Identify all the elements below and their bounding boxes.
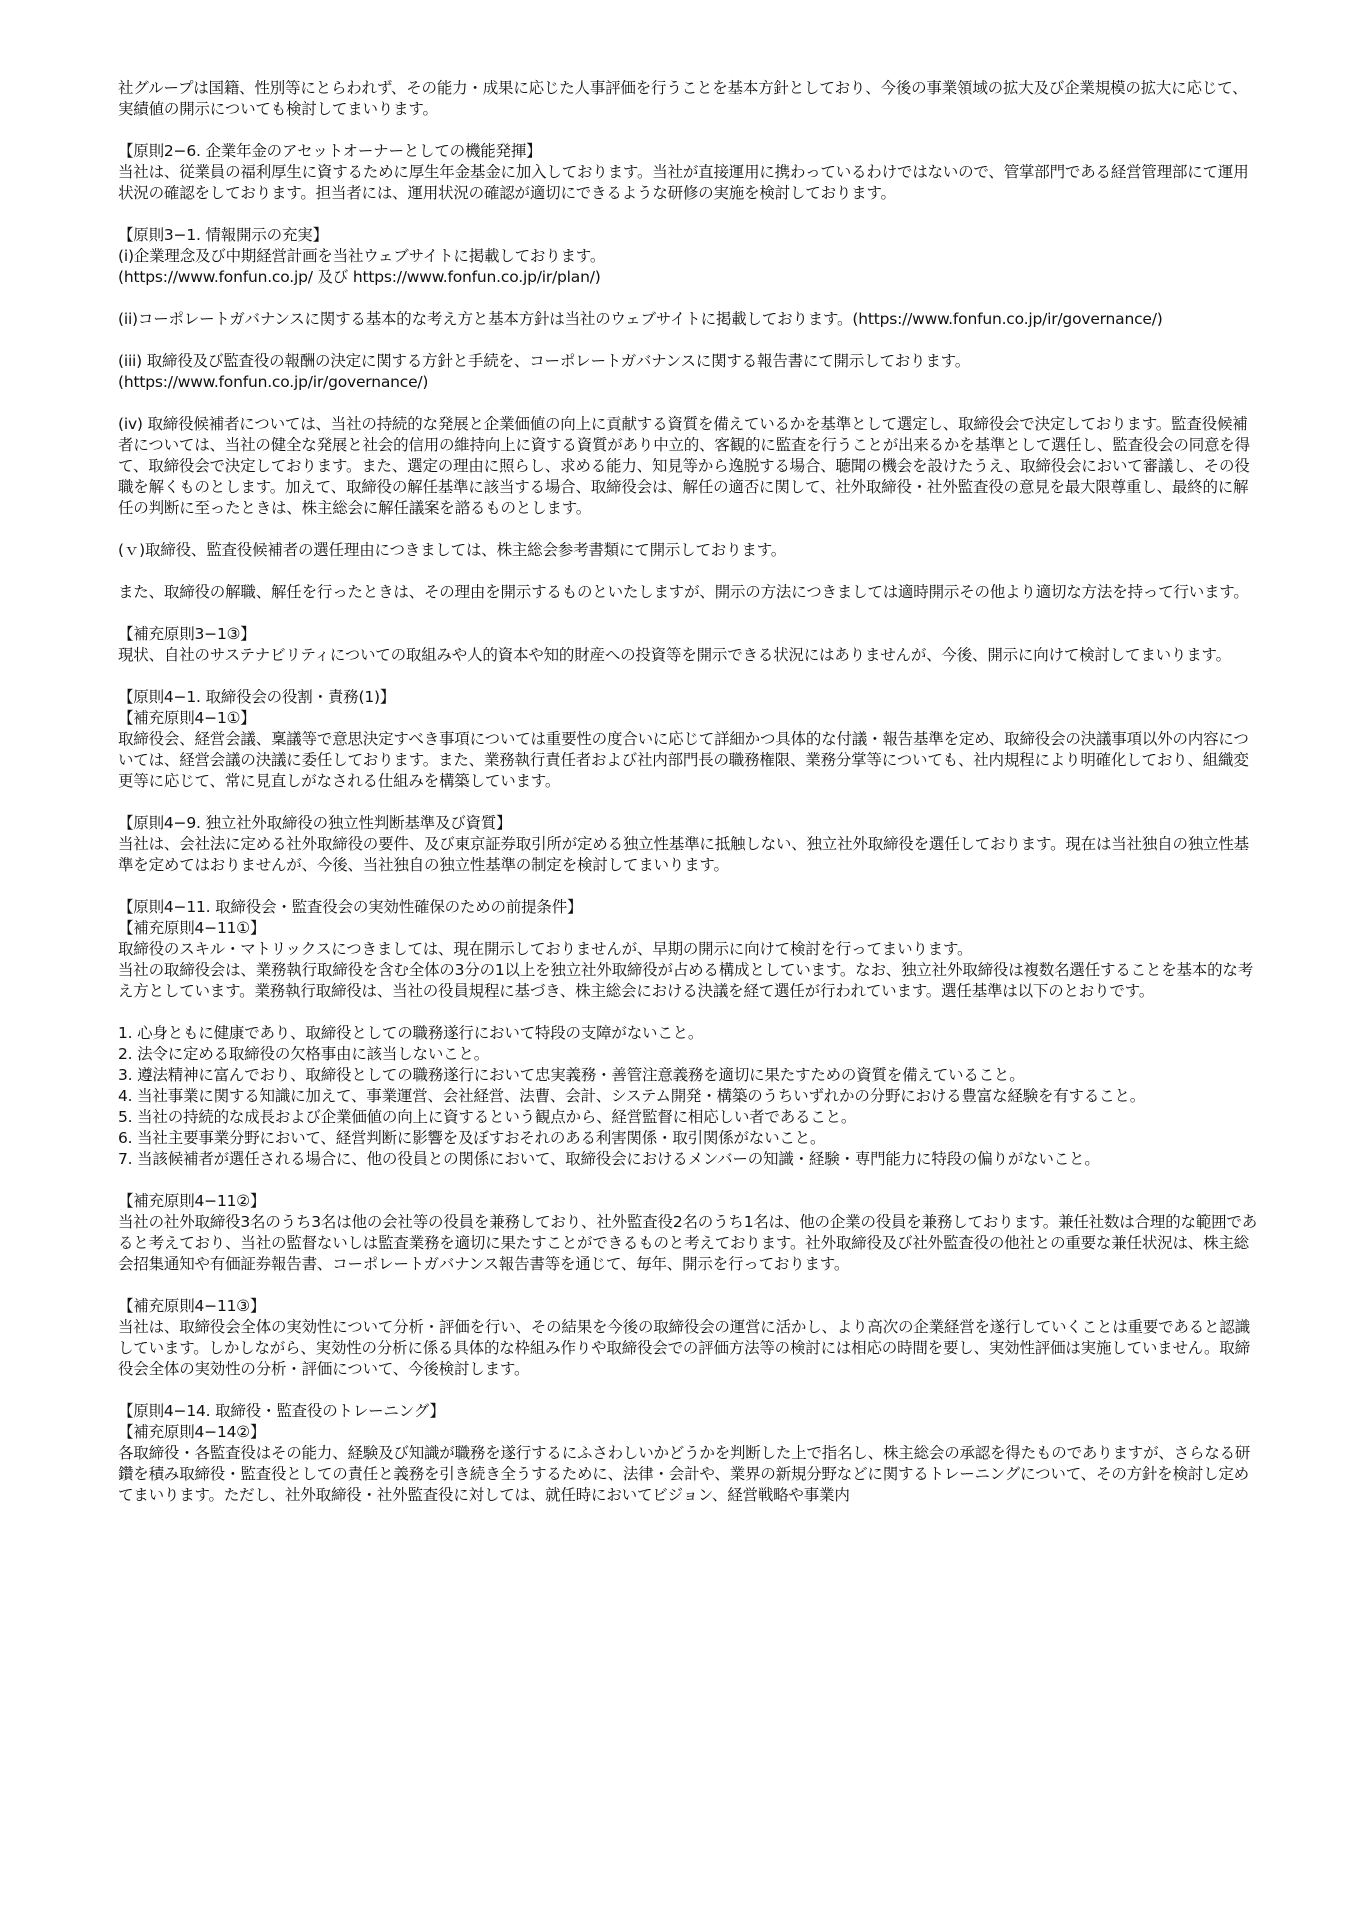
section-heading: 【原則4−9. 独立社外取締役の独立性判断基準及び資質】: [118, 814, 512, 832]
text-line: 取締役会、経営会議、稟議等で意思決定すべき事項については重要性の度合いに応じて詳細かつ具体的な付議・報告基準を定め、取締役会の決議事項以外の内容については、経営会議の決議に委任しております。また、業務執行責任者および社内部門長の職務権限、業務分掌等についても、社内規程により明確化しており、組織変更等に応じて、常に見直しがなされる仕組みを構築しています。: [118, 730, 1249, 790]
text-line: 当社の社外取締役3名のうち3名は他の会社等の役員を兼務しており、社外監査役2名のうち1名は、他の企業の役員を兼務しております。兼任社数は合理的な範囲であると考えており、当社の監督ないしは監査業務を適切に果たすことができるものと考えております。社外取締役及び社外監査役の他社との重要な兼任状況は、株主総会招集通知や有価証券報告書、コーポレートガバナンス報告書等を通じて、毎年、開示を行っております。: [118, 1213, 1258, 1273]
section-supp-4-11-3: [118, 1296, 1262, 1380]
list-item: 3. 遵法精神に富んでおり、取締役としての職務遂行において忠実義務・善管注意義務を適切に果たすための資質を備えていること。: [118, 1066, 1025, 1084]
section-heading: 【原則4−1. 取締役会の役割・責務(1)】: [118, 688, 396, 706]
section-3-1: [118, 225, 1262, 288]
section-subheading: 【補充原則4−11①】: [118, 919, 266, 937]
selection-criteria: [118, 1023, 1262, 1170]
paragraph-3-1-v: [118, 540, 1262, 561]
text-line: 当社は、取締役会全体の実効性について分析・評価を行い、その結果を今後の取締役会の運営に活かし、より高次の企業経営を遂行していくことは重要であると認識しています。しかしながら、実効性の分析に係る具体的な枠組み作りや取締役会での評価方法等の検討には相応の時間を要し、実効性評価は実施していません。取締役会全体の実効性の分析・評価について、今後検討します。: [118, 1318, 1250, 1378]
criteria-list: [118, 1023, 1262, 1170]
text-line: 現状、自社のサステナビリティについての取組みや人的資本や知的財産への投資等を開示できる状況にはありませんが、今後、開示に向けて検討してまいります。: [118, 646, 1231, 664]
section-subheading: 【補充原則4−1①】: [118, 709, 256, 727]
section-subheading: 【補充原則4−14②】: [118, 1423, 266, 1441]
paragraph-intro: [118, 78, 1262, 120]
list-item: 5. 当社の持続的な成長および企業価値の向上に資するという観点から、経営監督に相応しい者であること。: [118, 1108, 857, 1126]
text-line: (https://www.fonfun.co.jp/ 及び https://www.fonfun.co.jp/ir/plan/): [118, 268, 601, 286]
text-line: 当社の取締役会は、業務執行取締役を含む全体の3分の1以上を独立社外取締役が占める構成としています。なお、独立社外取締役は複数名選任することを基本的な考え方としています。業務執行取締役は、当社の役員規程に基づき、株主総会における決議を経て選任が行われています。選任基準は以下のとおりです。: [118, 961, 1253, 1000]
section-heading: 【原則4−11. 取締役会・監査役会の実効性確保のための前提条件】: [118, 898, 583, 916]
paragraph-dismissal: [118, 582, 1262, 603]
section-4-9: [118, 813, 1262, 876]
text-line: また、取締役の解職、解任を行ったときは、その理由を開示するものといたしますが、開示の方法につきましては適時開示その他より適切な方法を持って行います。: [118, 583, 1249, 601]
section-heading: 【補充原則4−11③】: [118, 1297, 266, 1315]
text-line: 当社は、従業員の福利厚生に資するために厚生年金基金に加入しております。当社が直接運用に携わっているわけではないので、管掌部門である経営管理部にて運用状況の確認をしております。担当者には、運用状況の確認が適切にできるような研修の実施を検討しております。: [118, 163, 1249, 202]
text-line: 社グループは国籍、性別等にとらわれず、その能力・成果に応じた人事評価を行うことを基本方針としており、今後の事業領域の拡大及び企業規模の拡大に応じて、実績値の開示についても検討してまいります。: [118, 79, 1248, 118]
text-line: 当社は、会社法に定める社外取締役の要件、及び東京証券取引所が定める独立性基準に抵触しない、独立社外取締役を選任しております。現在は当社独自の独立性基準を定めてはおりませんが、今後、当社独自の独立性基準の制定を検討してまいります。: [118, 835, 1249, 874]
section-supp-4-11-2: [118, 1191, 1262, 1275]
paragraph-3-1-ii: [118, 309, 1262, 330]
paragraph-3-1-iii: [118, 351, 1262, 393]
list-item: 7. 当該候補者が選任される場合に、他の役員との関係において、取締役会におけるメンバーの知識・経験・専門能力に特段の偏りがないこと。: [118, 1150, 1100, 1168]
list-item: 6. 当社主要事業分野において、経営判断に影響を及ぼすおそれのある利害関係・取引関係がないこと。: [118, 1129, 826, 1147]
section-4-14: [118, 1401, 1262, 1506]
list-item: 2. 法令に定める取締役の欠格事由に該当しないこと。: [118, 1045, 490, 1063]
section-4-1: [118, 687, 1262, 792]
section-heading: 【補充原則4−11②】: [118, 1192, 266, 1210]
section-heading: 【原則3−1. 情報開示の充実】: [118, 226, 328, 244]
paragraph-3-1-iv: [118, 414, 1262, 519]
text-line: (ii)コーポレートガバナンスに関する基本的な考え方と基本方針は当社のウェブサイトに掲載しております。(https://www.fonfun.co.jp/ir/governance/): [118, 310, 1163, 328]
text-line: (i)企業理念及び中期経営計画を当社ウェブサイトに掲載しております。: [118, 247, 606, 265]
text-line: 取締役のスキル・マトリックスにつきましては、現在開示しておりませんが、早期の開示に向けて検討を行ってまいります。: [118, 940, 973, 958]
text-line: (ｖ)取締役、監査役候補者の選任理由につきましては、株主総会参考書類にて開示しております。: [118, 541, 787, 559]
section-heading: 【補充原則3−1③】: [118, 625, 256, 643]
section-supp-3-1-3: [118, 624, 1262, 666]
section-heading: 【原則4−14. 取締役・監査役のトレーニング】: [118, 1402, 445, 1420]
section-4-11: [118, 897, 1262, 1002]
text-line: (iv) 取締役候補者については、当社の持続的な発展と企業価値の向上に貢献する資質を備えているかを基準として選定し、取締役会で決定しております。監査役候補者については、当社の健全な発展と社会的信用の維持向上に資する資質があり中立的、客観的に監査を行うことが出来るかを基準として選任し、監査役会の同意を得て、取締役会で決定しております。また、選定の理由に照らし、求める能力、知見等から逸脱する場合、聴聞の機会を設けたうえ、取締役会において審議し、その役職を解くものとします。加えて、取締役の解任基準に該当する場合、取締役会は、解任の適否に関して、社外取締役・社外監査役の意見を最大限尊重し、最終的に解任の判断に至ったときは、株主総会に解任議案を諮るものとします。: [118, 415, 1250, 517]
text-line: 各取締役・各監査役はその能力、経験及び知識が職務を遂行するにふさわしいかどうかを判断した上で指名し、株主総会の承認を得たものでありますが、さらなる研鑽を積み取締役・監査役としての責任と義務を引き続き全うするために、法律・会計や、業界の新規分野などに関するトレーニングについて、その方針を検討し定めてまいります。ただし、社外取締役・社外監査役に対しては、就任時においてビジョン、経営戦略や事業内: [118, 1444, 1251, 1504]
text-line: (iii) 取締役及び監査役の報酬の決定に関する方針と手続を、コーポレートガバナンスに関する報告書にて開示しております。(https://www.fonfun.co.jp/ir/governance/): [118, 352, 970, 391]
section-2-6: [118, 141, 1262, 204]
list-item: 4. 当社事業に関する知識に加えて、事業運営、会社経営、法曹、会計、システム開発・構築のうちいずれかの分野における豊富な経験を有すること。: [118, 1087, 1146, 1105]
list-item: 1. 心身ともに健康であり、取締役としての職務遂行において特段の支障がないこと。: [118, 1024, 704, 1042]
section-heading: 【原則2−6. 企業年金のアセットオーナーとしての機能発揮】: [118, 142, 542, 160]
